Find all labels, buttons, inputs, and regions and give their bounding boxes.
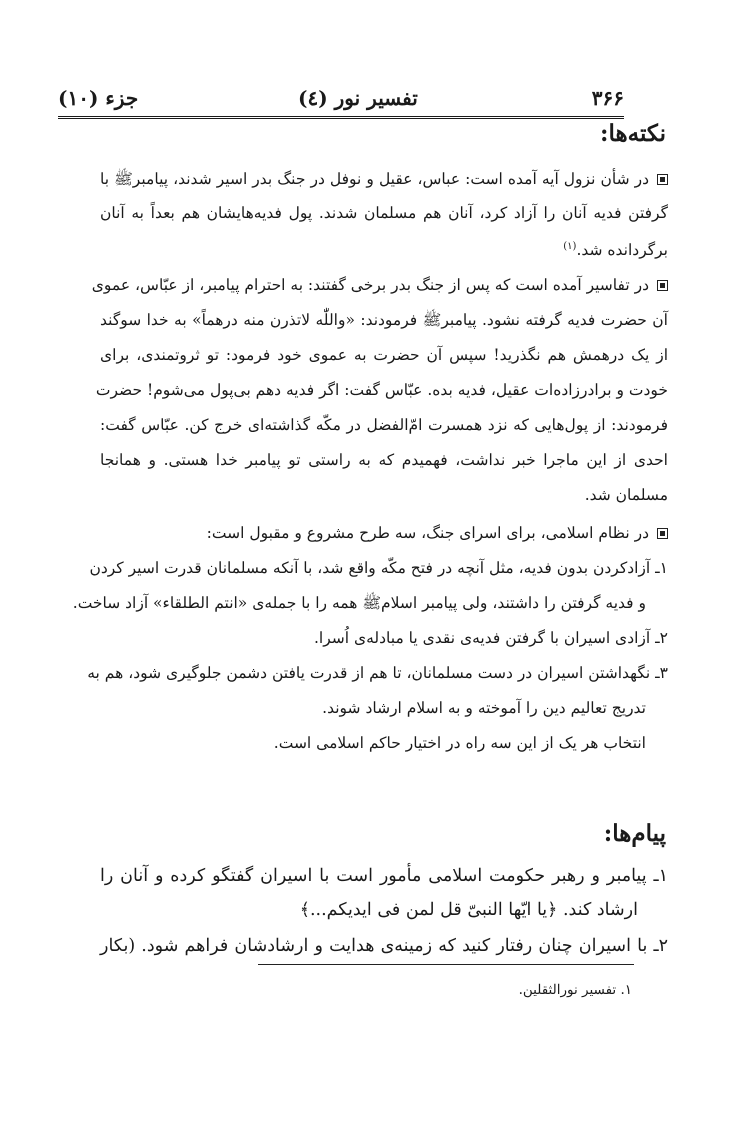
footnote: ١. تفسیر نورالثقلین. (518, 982, 632, 998)
list-item-line: ٢ـ با اسیران چنان رفتار کنید که زمینه‌ی هدایت و ارشادشان فراهم شود. (بکار (100, 936, 668, 956)
list-item-line: ارشاد کند. ﴿یا ایّها النبیّ قل لمن فی ایدیکم...﴾ (299, 900, 638, 920)
page-number: ۳۶۶ (591, 86, 624, 110)
book-title: تفسیر نور (٤) (298, 86, 418, 110)
paragraph-line: گرفتن فدیه آنان را آزاد کرد، آنان هم مسلمان شدند. پول فدیه‌هایشان هم بعداً به آنان (100, 204, 668, 222)
paragraph-line: خودت و برادرزاده‌ات عقیل، فدیه بده. عبّاس گفت: اگر فدیه دهم بی‌پول می‌شوم! حضرت (95, 381, 668, 399)
header-divider (58, 116, 624, 121)
running-header (58, 82, 624, 116)
square-bullet-icon (657, 528, 668, 539)
paragraph-line: از یک درهمش هم نگذرید! سپس آن حضرت به عموی خود فرمود: تو ثروتمندی، برای (100, 346, 668, 364)
paragraph-line: در تفاسیر آمده است که پس از جنگ بدر برخی گفتند: به احترام پیامبر، از عبّاس، عموی (100, 270, 668, 300)
list-item-line: ١ـ پیامبر و رهبر حکومت اسلامی مأمور است با اسیران گفتگو کرده و آنان را (100, 866, 668, 886)
list-item-line: ١ـ آزادکردن بدون فدیه، مثل آنچه در فتح مکّه واقع شد، با آنکه مسلمانان قدرت اسیر کردن (89, 559, 668, 577)
notes-heading: نکته‌ها: (599, 120, 666, 147)
paragraph-line: فرمودند: از پول‌هایی که نزد همسرت امّ‌الفضل در مکّه گذاشته‌ای خرج کن. عبّاس گفت: (100, 416, 668, 434)
closing-line: انتخاب هر یک از این سه راه در اختیار حاکم اسلامی است. (273, 734, 646, 752)
list-item-line: تدریج تعالیم دین را آموخته و به اسلام ارشاد شوند. (322, 699, 646, 717)
part-label: جزء (١٠) (58, 86, 139, 110)
messages-heading: پیام‌ها: (603, 820, 666, 847)
paragraph-line: در نظام اسلامی، برای اسرای جنگ، سه طرح مشروع و مقبول است: (100, 518, 668, 548)
paragraph-line: برگردانده شد.$^{(١)}$ (563, 241, 668, 260)
list-item-line: و فدیه گرفتن را داشتند، ولی پیامبر اسلامﷺ همه را با جمله‌ی «انتم الطلقاء» آزاد ساخت. (72, 594, 646, 612)
list-item-line: ٣ـ نگهداشتن اسیران در دست مسلمانان، تا هم از قدرت یافتن دشمن جلوگیری شود، هم به (87, 664, 668, 682)
list-item-line: ٢ـ آزادی اسیران با گرفتن فدیه‌ی نقدی یا مبادله‌ی اُسرا. (313, 629, 668, 647)
paragraph-line: آن حضرت فدیه گرفته نشود. پیامبرﷺ فرمودند: «واللّٰه لاتذرن منه درهماً» به خدا سوگند (100, 311, 668, 329)
paragraph-line: مسلمان شد. (584, 486, 668, 504)
square-bullet-icon (657, 280, 668, 291)
footnote-ref: (١) (563, 241, 577, 252)
paragraph-line: احدی از این ماجرا خبر نداشت، فهمیدم که به راستی تو پیامبر خدا هستی. و همانجا (100, 451, 668, 469)
footnote-divider (258, 964, 634, 965)
paragraph-line: در شأن نزول آیه آمده است: عباس، عقیل و نوفل در جنگ بدر اسیر شدند، پیامبرﷺ با (100, 164, 668, 194)
square-bullet-icon (657, 174, 668, 185)
